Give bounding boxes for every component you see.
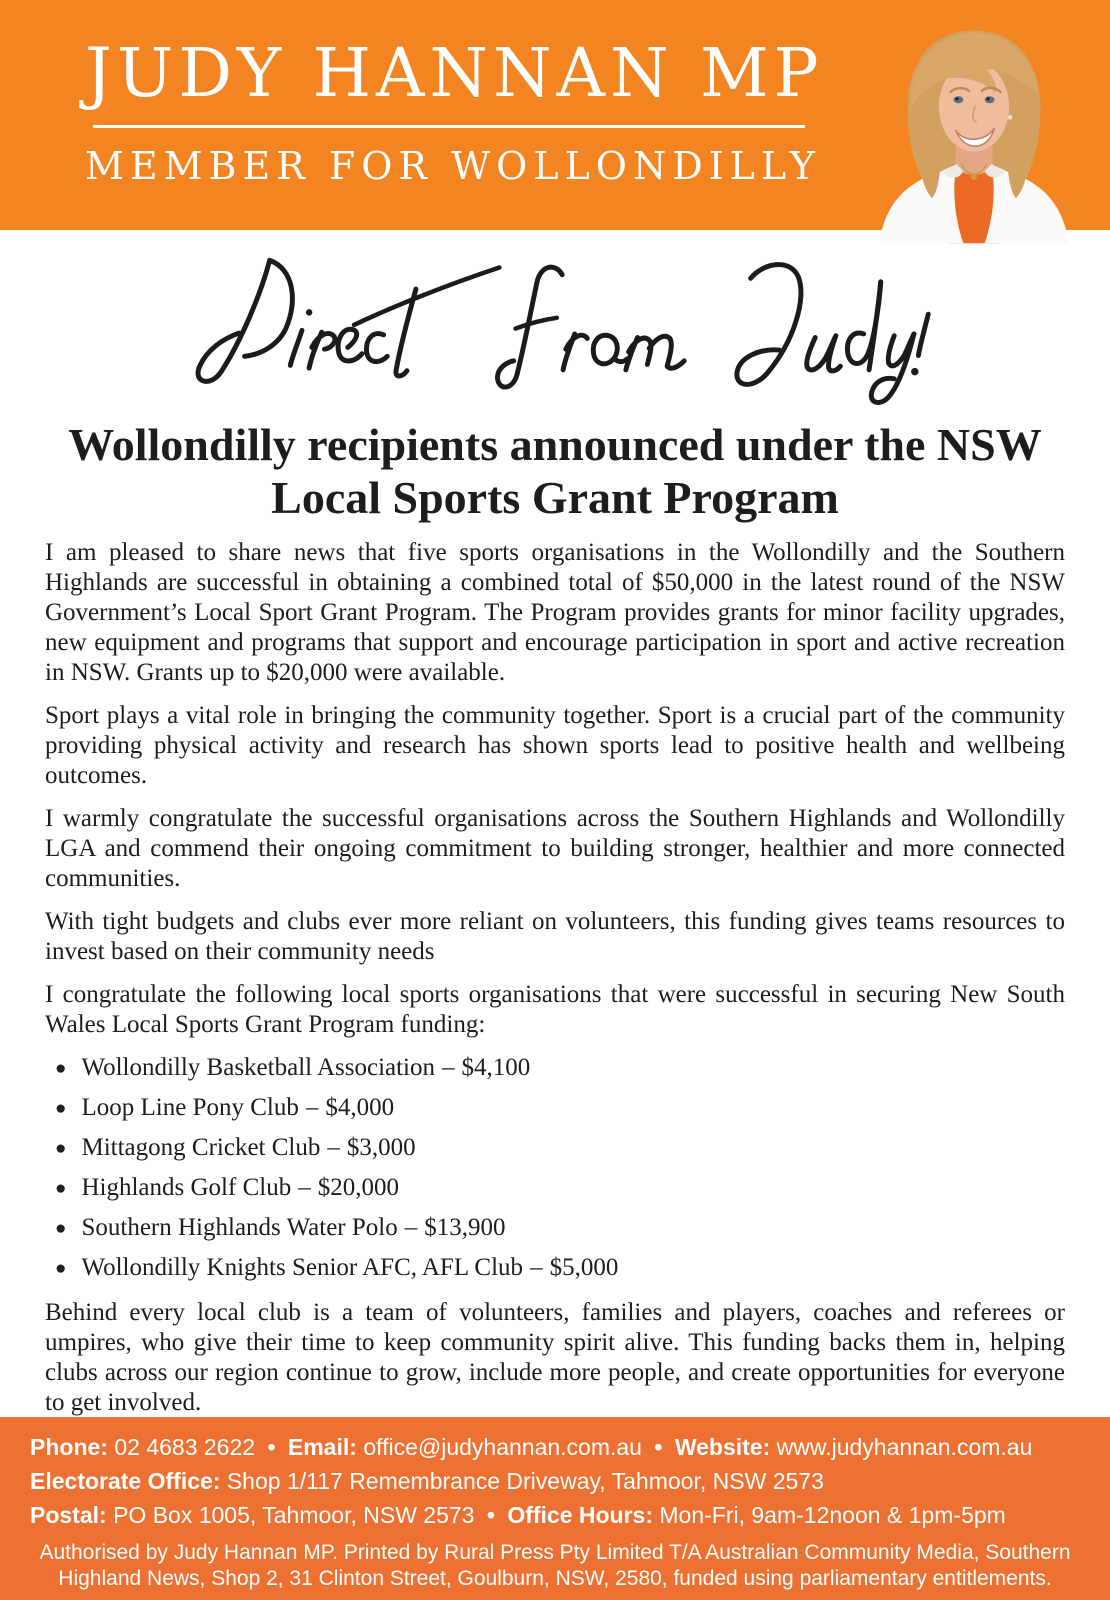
paragraph: I am pleased to share news that five sports organisations in the Wollondilly and the Southern Highlands are successful in obtaining a combined total of $50,000 in the latest round of the NSW Government’s Local Sport Grant Program. The Program provides grants for minor facility upgrades, new equipment and programs that support and encourage participation in sport and active recreation in NSW. Grants up to $20,000 were available. — [45, 539, 1065, 686]
email-label: Email: — [287, 1434, 357, 1460]
grant-amount: $4,100 — [461, 1054, 531, 1081]
paragraph: I congratulate the following local sports organisations that were successful in securing New South Wales Local Sports Grant Program funding: — [45, 981, 1065, 1038]
dot-separator: • — [654, 1434, 663, 1460]
grant-list-item — [55, 1173, 1065, 1204]
right-pupil — [987, 97, 990, 100]
bullet-icon: ● — [55, 1258, 67, 1279]
office-hours-value: Mon-Fri, 9am-12noon & 1pm-5pm — [659, 1502, 1006, 1528]
dash-separator: – — [404, 1214, 418, 1241]
bullet-icon: ● — [55, 1058, 67, 1079]
grant-amount: $13,900 — [424, 1214, 506, 1241]
header-text-block — [85, 34, 824, 188]
electorate-office-value: Shop 1/117 Remembrance Driveway, Tahmoor, NSW 2573 — [226, 1468, 824, 1494]
authorisation-statement: Authorised by Judy Hannan MP. Printed by Rural Press Pty Limited T/A Australian Community Media, Southern Highland News, Shop 2, 31 Clinton Street, Goulburn, NSW, 2580, funded using parliamentary entitlements. — [39, 1541, 1071, 1590]
grant-recipients-list — [55, 1053, 1065, 1284]
grant-name: Wollondilly Basketball Association — [81, 1054, 435, 1081]
postal-value: PO Box 1005, Tahmoor, NSW 2573 — [113, 1502, 475, 1528]
header-banner — [0, 0, 1110, 230]
header-divider-rule — [93, 125, 805, 128]
grant-list-item — [55, 1093, 1065, 1124]
bullet-icon: ● — [55, 1138, 67, 1159]
earring — [1008, 115, 1013, 120]
judy-hannan-portrait-photo — [852, 14, 1096, 246]
grant-list-item — [55, 1253, 1065, 1284]
grant-name: Highlands Golf Club — [81, 1174, 292, 1201]
necklace-pendant — [971, 174, 977, 180]
contact-line-electorate-office — [30, 1464, 1080, 1498]
bullet-icon: ● — [55, 1178, 67, 1199]
article-headline: Wollondilly recipients announced under the NSW Local Sports Grant Program — [68, 419, 1042, 523]
bullet-icon: ● — [55, 1098, 67, 1119]
paragraph: Sport plays a vital role in bringing the community together. Sport is a crucial part of the community providing physical activity and research has shown sports lead to positive health and wellbeing outcomes. — [45, 702, 1065, 789]
dash-separator: – — [298, 1174, 311, 1201]
grant-amount: $5,000 — [549, 1254, 619, 1281]
dot-separator: • — [486, 1502, 495, 1528]
electorate-office-label: Electorate Office: — [30, 1468, 221, 1494]
phone-value: 02 4683 2622 — [114, 1434, 256, 1460]
left-eye — [954, 96, 964, 103]
grant-amount: $20,000 — [317, 1174, 399, 1201]
grant-list-item — [55, 1213, 1065, 1244]
contact-footer — [0, 1417, 1110, 1600]
grant-name: Southern Highlands Water Polo — [81, 1214, 398, 1241]
right-eye — [985, 96, 995, 103]
grant-list-item — [55, 1053, 1065, 1084]
phone-label: Phone: — [30, 1434, 108, 1460]
paragraph: With tight budgets and clubs ever more reliant on volunteers, this funding gives teams resources to invest based on their community needs — [45, 908, 1065, 965]
left-pupil — [955, 97, 958, 100]
website-label: Website: — [674, 1434, 771, 1460]
dash-separator: – — [530, 1254, 543, 1281]
postal-label: Postal: — [30, 1502, 107, 1528]
grant-list-item — [55, 1133, 1065, 1164]
dot-separator: • — [267, 1434, 276, 1460]
email-value: office@judyhannan.com.au — [363, 1434, 642, 1460]
website-value: www.judyhannan.com.au — [776, 1434, 1033, 1460]
grant-name: Loop Line Pony Club — [81, 1094, 299, 1121]
grant-name: Wollondilly Knights Senior AFC, AFL Club — [81, 1254, 524, 1281]
article-body — [45, 538, 1065, 1418]
dash-separator: – — [442, 1054, 455, 1081]
mp-name-title: JUDY HANNAN MP — [85, 34, 824, 112]
grant-amount: $3,000 — [346, 1134, 416, 1161]
grant-amount: $4,000 — [325, 1094, 395, 1121]
bullet-icon: ● — [55, 1218, 67, 1239]
electorate-subtitle: MEMBER FOR WOLLONDILLY — [85, 144, 821, 188]
contact-line-phone-email-website — [30, 1430, 1080, 1464]
grant-name: Mittagong Cricket Club — [81, 1134, 321, 1161]
handwriting-svg — [165, 246, 945, 412]
office-hours-label: Office Hours: — [507, 1502, 653, 1528]
direct-from-judy-script — [0, 230, 1110, 416]
contact-line-postal-hours — [30, 1498, 1080, 1532]
dash-separator: – — [327, 1134, 340, 1161]
closing-paragraph: Behind every local club is a team of volunteers, families and players, coaches and referees or umpires, who give their time to keep community spirit alive. This funding backs them in, helping clubs across our region continue to grow, include more people, and create opportunities for everyone to get involved. — [45, 1299, 1065, 1416]
paragraph: I warmly congratulate the successful organisations across the Southern Highlands and Wollondilly LGA and commend their ongoing commitment to building stronger, healthier and more connected communities. — [45, 805, 1065, 892]
dash-separator: – — [305, 1094, 319, 1121]
